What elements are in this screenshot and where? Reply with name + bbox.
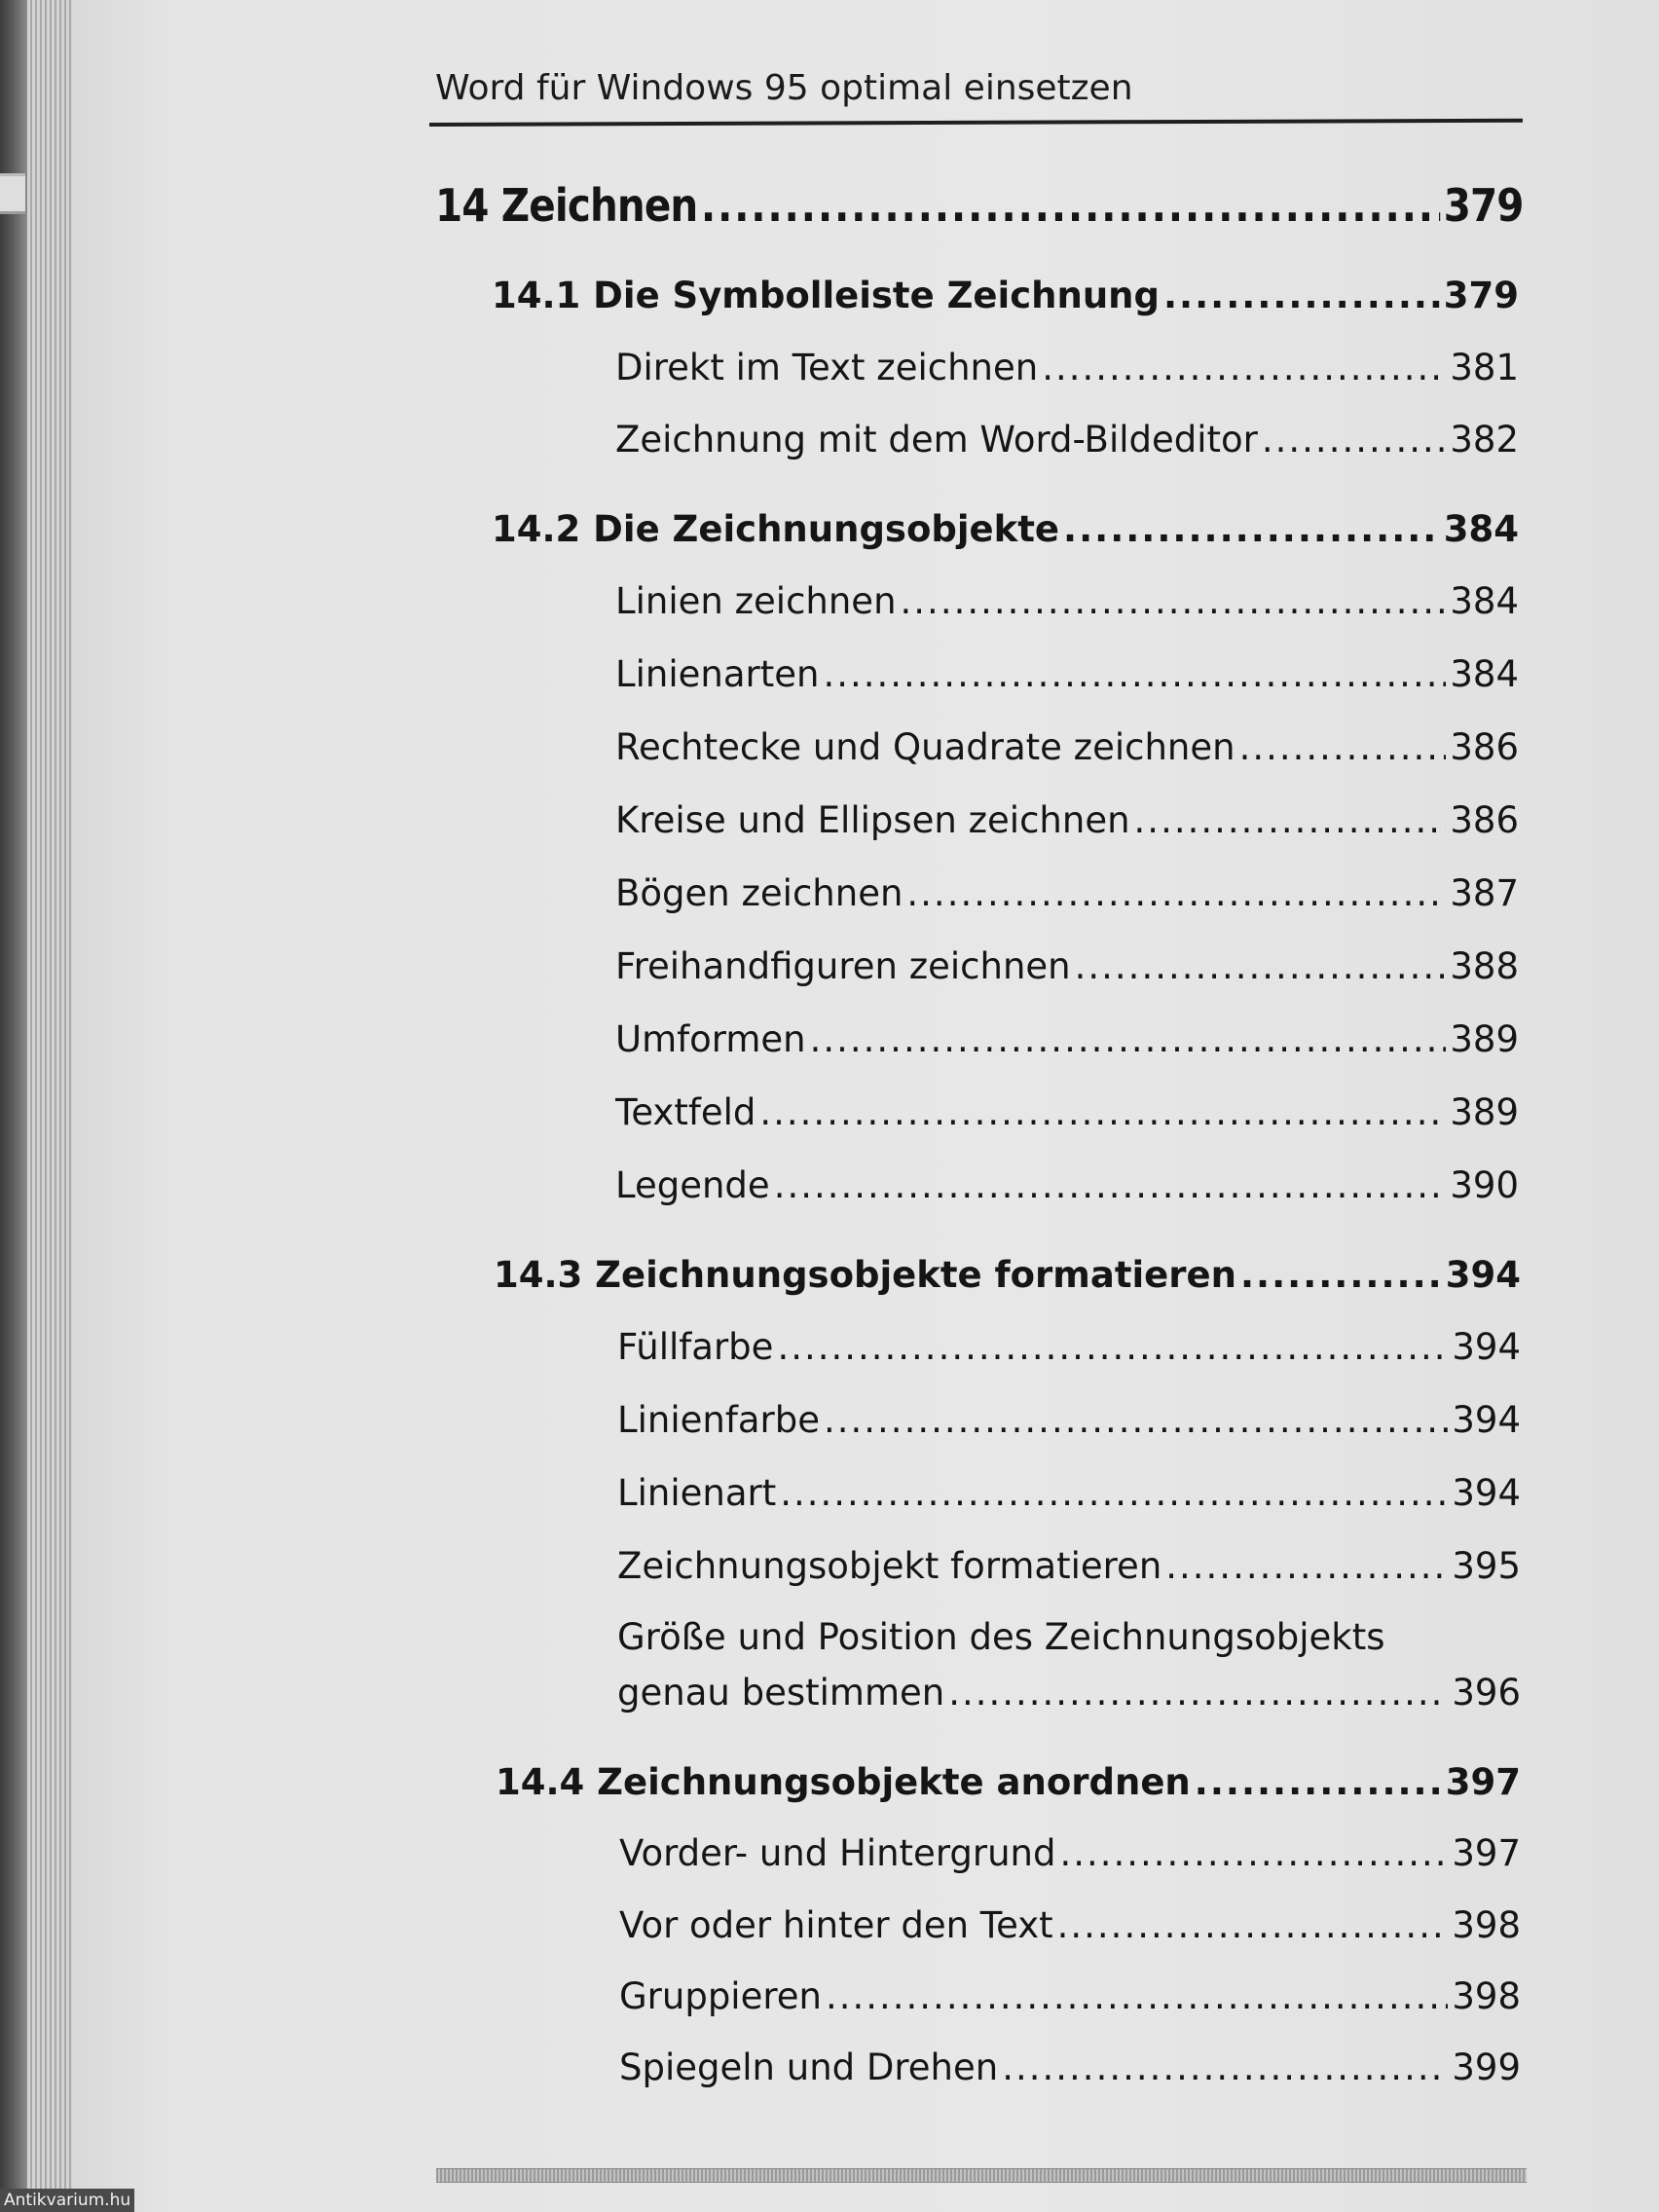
toc-page-number: 382: [1450, 419, 1519, 461]
toc-item: [619, 1832, 1521, 1874]
footer-rule: [436, 2168, 1527, 2183]
toc-item: [617, 1399, 1521, 1441]
watermark: Antikvarium.hu: [0, 2189, 134, 2212]
page-edges: [27, 0, 72, 2212]
toc-leader: [777, 1326, 1448, 1368]
toc-leader: [1262, 419, 1446, 461]
toc-leader: [810, 1018, 1447, 1060]
toc-label: 14.3 Zeichnungsobjekte formatieren: [494, 1254, 1236, 1296]
toc-leader: [1057, 1904, 1449, 1946]
toc-label: Textfeld: [615, 1091, 756, 1133]
toc-leader: [1195, 1761, 1442, 1803]
toc-page-number: 384: [1450, 580, 1519, 622]
toc-item: [617, 1545, 1521, 1587]
toc-item: [617, 1616, 1521, 1714]
toc-label: Gruppieren: [619, 1975, 822, 2017]
toc-page-number: 386: [1450, 726, 1519, 768]
toc-page-number: 396: [1452, 1672, 1521, 1714]
toc-leader: [1239, 726, 1447, 768]
toc-page-number: 384: [1443, 508, 1519, 550]
toc-section: [496, 1761, 1521, 1803]
toc-section: [492, 275, 1519, 316]
toc-label: Füllfarbe: [617, 1326, 774, 1368]
toc-item: [617, 1326, 1521, 1368]
toc-page-number: 379: [1443, 179, 1524, 232]
toc-page-number: 394: [1452, 1399, 1521, 1441]
running-head: Word für Windows 95 optimal einsetzen: [435, 68, 1133, 108]
toc-label: Umformen: [615, 1018, 806, 1060]
toc-label: Rechtecke und Quadrate zeichnen: [615, 726, 1235, 768]
toc-page-number: 394: [1452, 1326, 1521, 1368]
toc-page-number: 395: [1452, 1545, 1521, 1587]
spine-mark: [0, 173, 25, 214]
toc-item: [619, 2046, 1521, 2088]
toc-leader: [1134, 799, 1447, 841]
toc-label: Vorder- und Hintergrund: [619, 1832, 1056, 1874]
toc-label: 14.4 Zeichnungsobjekte anordnen: [496, 1761, 1191, 1803]
toc-item: [615, 580, 1519, 622]
toc-section: [492, 508, 1519, 550]
toc-item: [615, 945, 1519, 987]
toc-leader: [948, 1672, 1448, 1714]
toc-page-number: 381: [1450, 347, 1519, 388]
toc-page-number: 389: [1450, 1018, 1519, 1060]
toc-label: Zeichnungsobjekt formatieren: [617, 1545, 1162, 1587]
toc-item: [615, 799, 1519, 841]
toc-label: Direkt im Text zeichnen: [615, 347, 1039, 388]
toc-label: Linienart: [617, 1472, 777, 1514]
toc-leader: [1075, 945, 1447, 987]
toc-item: [615, 1091, 1519, 1133]
toc-item: [619, 1975, 1521, 2017]
toc-item: [615, 1164, 1519, 1206]
toc-leader: [1165, 1545, 1448, 1587]
toc-label-continuation: [617, 1672, 1521, 1714]
toc-page-number: 394: [1452, 1472, 1521, 1514]
toc-page-number: 387: [1450, 872, 1519, 914]
toc-leader: [759, 1091, 1446, 1133]
toc-label: Zeichnung mit dem Word-Bildeditor: [615, 419, 1258, 461]
toc-item: [615, 726, 1519, 768]
toc-leader: [824, 1399, 1448, 1441]
toc-item: [617, 1472, 1521, 1514]
toc-item: [615, 653, 1519, 695]
toc-label: Größe und Position des Zeichnungsobjekts: [617, 1616, 1385, 1658]
toc-leader: [826, 1975, 1448, 2017]
toc-page-number: 398: [1452, 1975, 1521, 2017]
toc-leader: [1042, 347, 1446, 388]
toc-section: [494, 1254, 1521, 1296]
toc-label: genau bestimmen: [617, 1672, 945, 1714]
toc-leader: [901, 580, 1447, 622]
toc-item: [619, 1904, 1521, 1946]
toc-page-number: 399: [1452, 2046, 1521, 2088]
toc-label: Spiegeln und Drehen: [619, 2046, 999, 2088]
toc-page-number: 397: [1452, 1832, 1521, 1874]
toc-page-number: 379: [1443, 275, 1519, 316]
toc-leader: [1163, 275, 1440, 316]
toc-page-number: 394: [1445, 1254, 1521, 1296]
toc-item: [615, 1018, 1519, 1060]
toc-page-number: 384: [1450, 653, 1519, 695]
toc-label: Linienarten: [615, 653, 820, 695]
toc-page-number: 389: [1450, 1091, 1519, 1133]
toc-label: Bögen zeichnen: [615, 872, 903, 914]
toc-label: Legende: [615, 1164, 770, 1206]
toc-label: Vor oder hinter den Text: [619, 1904, 1053, 1946]
toc-label: Linienfarbe: [617, 1399, 820, 1441]
toc-leader: [1002, 2046, 1448, 2088]
toc-label: 14.2 Die Zeichnungsobjekte: [492, 508, 1060, 550]
toc-leader: [774, 1164, 1447, 1206]
toc-item: [615, 347, 1519, 388]
toc-leader: [780, 1472, 1448, 1514]
toc-leader: [701, 179, 1440, 232]
toc-leader: [823, 653, 1446, 695]
toc-label: Freihandfiguren zeichnen: [615, 945, 1071, 987]
toc-leader: [1059, 1832, 1448, 1874]
toc-page-number: 386: [1450, 799, 1519, 841]
toc-leader: [906, 872, 1446, 914]
book-spine-edge: [0, 0, 27, 2212]
toc-page-number: 397: [1445, 1761, 1521, 1803]
toc-page-number: 398: [1452, 1904, 1521, 1946]
toc-chapter: [435, 179, 1524, 232]
toc-item: [615, 419, 1519, 461]
toc-leader: [1240, 1254, 1442, 1296]
toc-label: Linien zeichnen: [615, 580, 897, 622]
toc-label: 14.1 Die Symbolleiste Zeichnung: [492, 275, 1160, 316]
toc-leader: [1063, 508, 1440, 550]
toc-page-number: 388: [1450, 945, 1519, 987]
toc-page-number: 390: [1450, 1164, 1519, 1206]
toc-label: Kreise und Ellipsen zeichnen: [615, 799, 1130, 841]
toc-item: [615, 872, 1519, 914]
toc-label: 14 Zeichnen: [435, 179, 698, 232]
